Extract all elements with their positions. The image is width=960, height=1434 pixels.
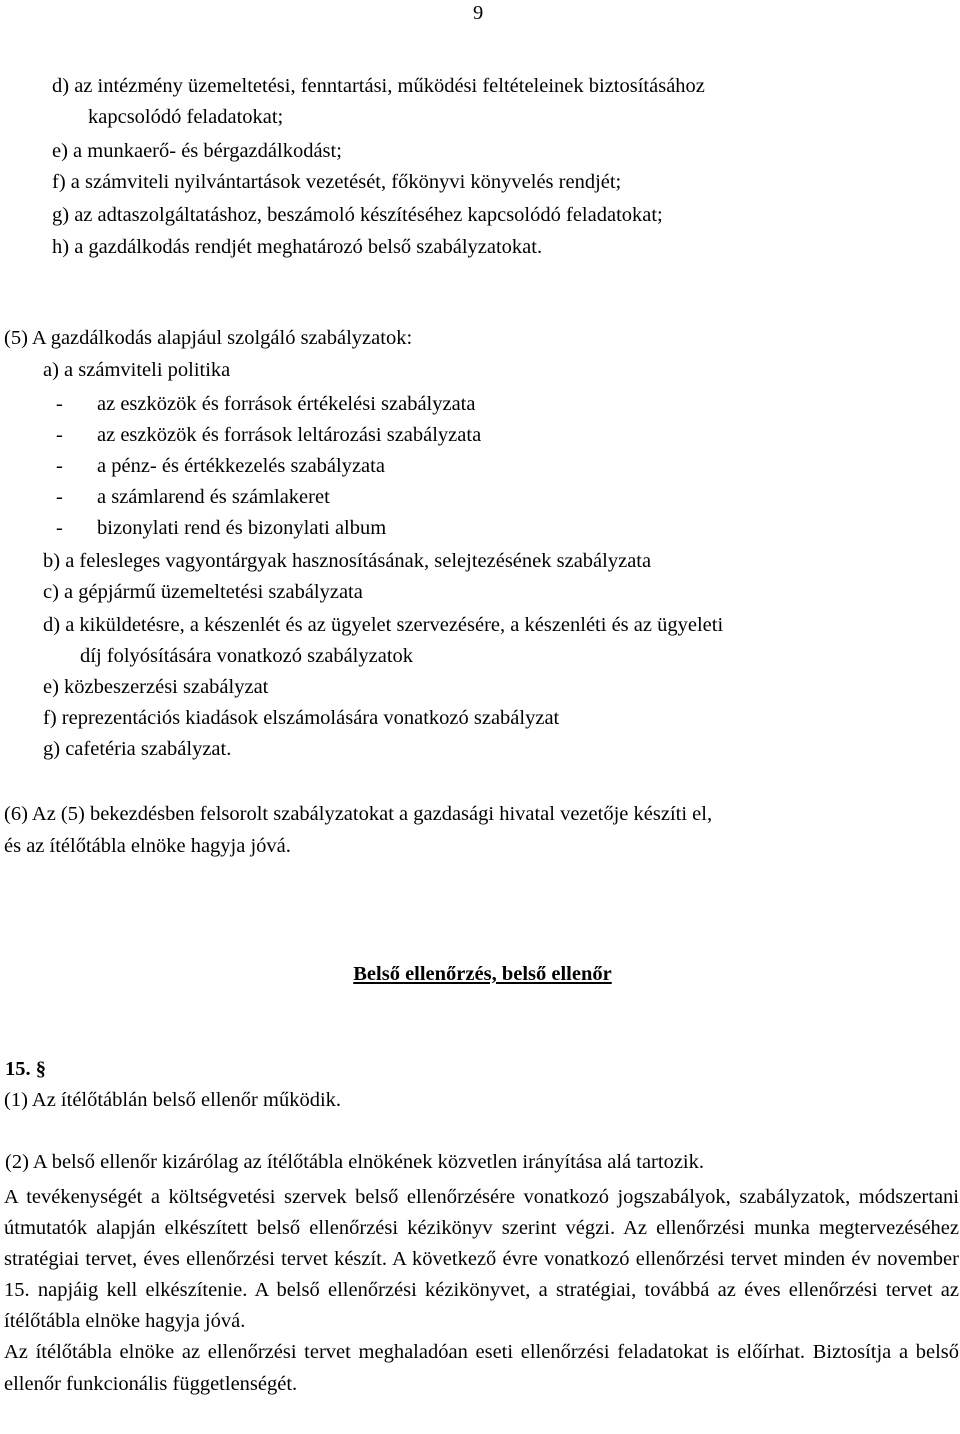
list-item-d-cont: kapcsolódó feladatokat; bbox=[88, 106, 284, 128]
dash-bullet: - bbox=[56, 517, 63, 539]
list-item-g: g) az adtaszolgáltatáshoz, beszámoló készítéséhez kapcsolódó feladatokat; bbox=[52, 204, 663, 226]
section6-line2: és az ítélőtábla elnöke hagyja jóvá. bbox=[4, 835, 291, 857]
section15-number: 15. § bbox=[5, 1058, 46, 1080]
section15-p2: (2) A belső ellenőr kizárólag az ítélőtábla elnökének közvetlen irányítása alá tartozik. bbox=[5, 1151, 704, 1173]
section15-p2-body bbox=[4, 1182, 959, 1400]
section5-subitem: bizonylati rend és bizonylati album bbox=[97, 517, 387, 539]
section5-item-b: b) a felesleges vagyontárgyak hasznosításának, selejtezésének szabályzata bbox=[43, 550, 652, 572]
paragraph-text: A tevékenységét a költségvetési szervek belső ellenőrzésére vonatkozó jogszabályok, szabályzatok, módszertani útmutatók alapján elkészített belső ellenőrzési kézikönyv szerint végzi. Az ellenőrzési munka megtervezéséhez stratégiai tervet, éves ellenőrzési tervet készít. A következő évre vonatkozó ellenőrzési tervet minden év november 15. napjáig kell elkészítenie. A belső ellenőrzési kézikönyvet, a stratégiai, továbbá az éves ellenőrzési tervet az ítélőtábla elnöke hagyja jóvá. bbox=[4, 1186, 959, 1333]
dash-bullet: - bbox=[56, 486, 63, 508]
section15-p1: (1) Az ítélőtáblán belső ellenőr működik. bbox=[4, 1089, 342, 1111]
dash-bullet: - bbox=[56, 424, 63, 446]
section5-subitem: az eszközök és források leltározási szabályzata bbox=[97, 424, 482, 446]
section5-subitem: az eszközök és források értékelési szabályzata bbox=[97, 393, 476, 415]
section5-item-f: f) reprezentációs kiadások elszámolására vonatkozó szabályzat bbox=[43, 707, 560, 729]
section-heading: Belső ellenőrzés, belső ellenőr bbox=[353, 963, 612, 985]
list-item-f: f) a számviteli nyilvántartások vezetését, főkönyvi könyvelés rendjét; bbox=[52, 171, 622, 193]
section5-item-a: a) a számviteli politika bbox=[43, 359, 231, 381]
section5-item-d: d) a kiküldetésre, a készenlét és az ügyelet szervezésére, a készenléti és az ügyeleti bbox=[43, 614, 724, 636]
list-item-h: h) a gazdálkodás rendjét meghatározó belső szabályzatokat. bbox=[52, 236, 543, 258]
section5-subitem: a pénz- és értékkezelés szabályzata bbox=[97, 455, 385, 477]
dash-bullet: - bbox=[56, 393, 63, 415]
section6-line1: (6) Az (5) bekezdésben felsorolt szabályzatokat a gazdasági hivatal vezetője készíti el, bbox=[4, 803, 713, 825]
list-item-d: d) az intézmény üzemeltetési, fenntartási, működési feltételeinek biztosításához bbox=[52, 75, 705, 97]
page-number: 9 bbox=[473, 2, 484, 24]
section5-item-g: g) cafetéria szabályzat. bbox=[43, 738, 232, 760]
section15-p2-first-line bbox=[5, 1151, 959, 1174]
list-item-e: e) a munkaerő- és bérgazdálkodást; bbox=[52, 140, 342, 162]
section5-subitem: a számlarend és számlakeret bbox=[97, 486, 330, 508]
paragraph-text: Az ítélőtábla elnöke az ellenőrzési tervet meghaladóan eseti ellenőrzési feladatokat is előírhat. Biztosítja a belső ellenőr funkcionális függetlenségét. bbox=[4, 1341, 959, 1395]
section5-title: (5) A gazdálkodás alapjául szolgáló szabályzatok: bbox=[4, 327, 413, 349]
section5-item-c: c) a gépjármű üzemeltetési szabályzata bbox=[43, 581, 363, 603]
section5-item-d-cont: díj folyósítására vonatkozó szabályzatok bbox=[80, 645, 414, 667]
section5-item-e: e) közbeszerzési szabályzat bbox=[43, 676, 269, 698]
dash-bullet: - bbox=[56, 455, 63, 477]
